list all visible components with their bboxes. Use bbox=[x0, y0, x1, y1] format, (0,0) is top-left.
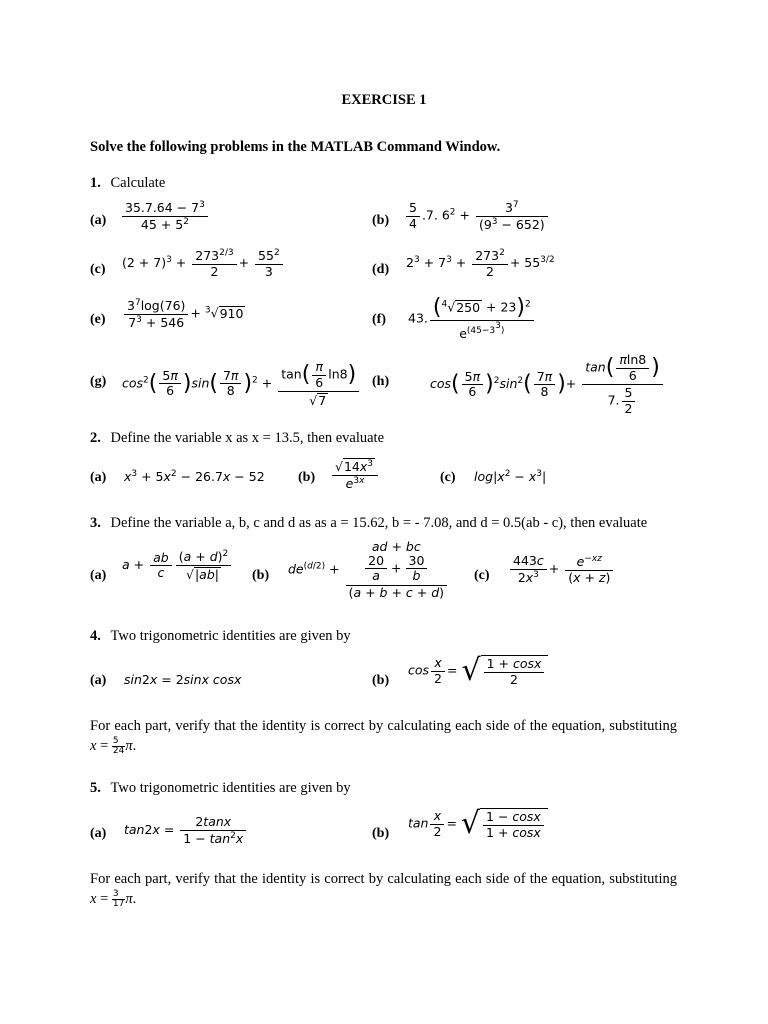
q1-expr-e: $\frac{3^7\log(76)}{7^3 + 546}$ + $^3$√910 bbox=[122, 298, 245, 330]
q5-expr-b: tan $\frac{x}{2}$ = √ $\frac{1 - \cos x}{1 + \cos x}$ bbox=[408, 808, 548, 840]
q4-number: 4. bbox=[90, 628, 101, 644]
q4-x-denominator: 24 bbox=[112, 746, 125, 757]
q4-label-a: (a) bbox=[90, 673, 107, 688]
q5-x-numerator: 3 bbox=[112, 890, 125, 900]
q4-verify-paragraph: For each part, verify that the identity is correct by calculating each side of the equation, substituting x = $\frac{5}{24}$ π. bbox=[90, 718, 677, 757]
q5-verify-text: For each part, verify that the identity is correct by calculating each side of the equation, substituting bbox=[90, 871, 677, 887]
q1-expr-d: $2^3 + 7^3$ + $\frac{273^2}{2}$ + $55^{3/2}$ bbox=[406, 248, 555, 279]
q3-expr-b: $de^{(d/2)}$ + ad + bc $\frac{20}{a}$ + $\frac{30}{b}$ (a + b + c + d) bbox=[288, 540, 449, 600]
q4-header bbox=[90, 628, 351, 645]
q5-verify-paragraph: For each part, verify that the identity is correct by calculating each side of the equation, substituting x = $\frac{3}{17}$ π. bbox=[90, 871, 677, 910]
q2-label-b: (b) bbox=[298, 470, 316, 485]
q3-label-c: (c) bbox=[474, 568, 490, 583]
q1-label-a: (a) bbox=[90, 213, 107, 228]
q3-label-b: (b) bbox=[252, 568, 270, 583]
q2-number: 2. bbox=[90, 430, 101, 446]
q4-text: Two trigonometric identities are given by bbox=[110, 628, 351, 644]
q2-expr-a: $x^3 + 5x^2 - 26.7x - 52$ bbox=[124, 469, 265, 484]
q2-expr-c: $\log|x^2 - x^3|$ bbox=[474, 469, 547, 484]
q3-header bbox=[90, 515, 647, 532]
q4-expr-a: sin2x = 2sinx cosx bbox=[124, 672, 242, 687]
q1-label-c: (c) bbox=[90, 262, 106, 277]
intro-text: Solve the following problems in the MATLAB Command Window. bbox=[90, 139, 501, 155]
q4-verify-text: For each part, verify that the identity is correct by calculating each side of the equation, substituting bbox=[90, 718, 677, 734]
q5-label-b: (b) bbox=[372, 826, 390, 841]
q1-expr-a: $\frac{35.7.64 - 7^3}{45 + 5^2}$ bbox=[120, 200, 210, 232]
q3-expr-c: $\frac{443c}{2x^3}$ + $\frac{e^{-xz}}{(x + z)}$ bbox=[508, 554, 615, 585]
q4-expr-b: cos $\frac{x}{2}$ = √ $\frac{1 + \cos x}{2}$ bbox=[408, 655, 548, 687]
q5-label-a: (a) bbox=[90, 826, 107, 841]
q1-label-d: (d) bbox=[372, 262, 390, 277]
q1-expr-h: cos( $\frac{5\pi}{6}$ )$^2\sin^2$( $\frac{7\pi}{8}$ )+ tan( $\frac{\pi\ln 8}{6}$ ) 7. $\frac{5}{2}$ bbox=[430, 352, 665, 417]
page-title: EXERCISE 1 bbox=[341, 92, 427, 108]
q1-header bbox=[90, 175, 165, 192]
q1-expr-f: 43. $\frac{(^4√250 + 23)^2}{e^{(45-3^3)}}$ bbox=[408, 296, 536, 342]
q1-label-b: (b) bbox=[372, 213, 390, 228]
q2-expr-b: $\frac{√14x^3}{e^{3x}}$ bbox=[330, 457, 380, 491]
q1-expr-g: $\cos^2$( $\frac{5\pi}{6}$ )sin( $\frac{7\pi}{8}$ )$^2$ + tan( $\frac{\pi}{6}$ ln8) √7 bbox=[122, 359, 361, 409]
q5-number: 5. bbox=[90, 780, 101, 796]
q5-header bbox=[90, 780, 351, 797]
q5-text: Two trigonometric identities are given by bbox=[110, 780, 351, 796]
q4-label-b: (b) bbox=[372, 673, 390, 688]
q2-label-a: (a) bbox=[90, 470, 107, 485]
q3-number: 3. bbox=[90, 515, 101, 531]
q4-x-numerator: 5 bbox=[112, 737, 125, 747]
q5-expr-a: tan2x = $\frac{2\tan x}{1 - \tan^2x}$ bbox=[124, 815, 248, 846]
q2-label-c: (c) bbox=[440, 470, 456, 485]
q2-text: Define the variable x as x = 13.5, then evaluate bbox=[110, 430, 385, 446]
q1-label-f: (f) bbox=[372, 312, 386, 327]
q1-text: Calculate bbox=[110, 175, 166, 191]
q3-expr-a: a + $\frac{ab}{c}$ $\frac{(a + d)^2}{√|ab|}$ bbox=[122, 549, 233, 582]
q3-label-a: (a) bbox=[90, 568, 107, 583]
q1-expr-b: $\frac{5}{4}$ .7. $6^2$ + $\frac{3^7}{(9^3 - 652)}$ bbox=[404, 200, 550, 232]
q1-label-e: (e) bbox=[90, 312, 106, 327]
q5-x-denominator: 17 bbox=[112, 899, 125, 910]
q3-text: Define the variable a, b, c and d as as a = 15.62, b = - 7.08, and d = 0.5(ab - c), then evaluate bbox=[110, 515, 648, 531]
q1-expr-c: $(2 + 7)^3$ + $\frac{273^{2/3}}{2}$ + $\frac{55^2}{3}$ bbox=[122, 248, 285, 279]
q1-label-h: (h) bbox=[372, 374, 390, 389]
q1-number: 1. bbox=[90, 175, 101, 191]
q1-label-g: (g) bbox=[90, 374, 107, 389]
q2-header bbox=[90, 430, 384, 447]
